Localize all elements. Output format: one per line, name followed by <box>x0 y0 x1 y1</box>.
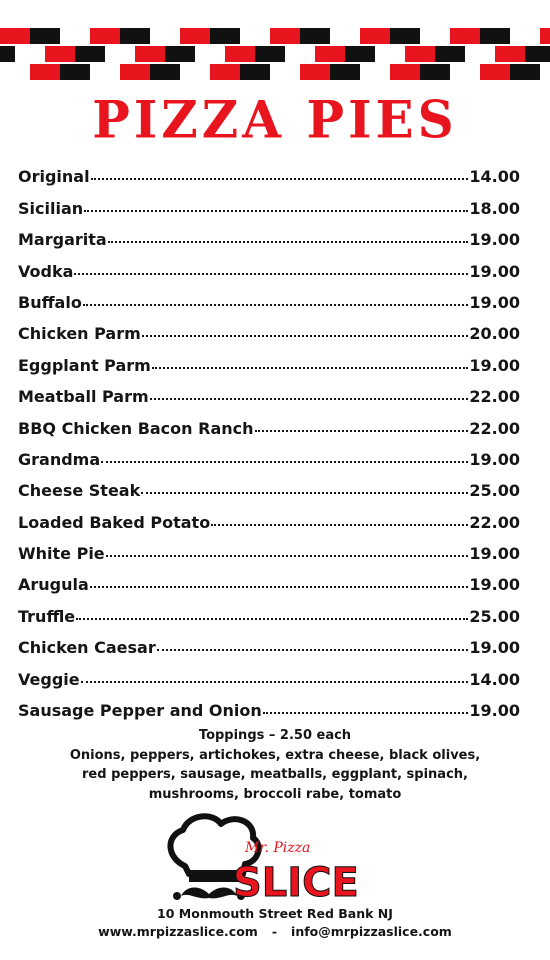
dot-leader <box>74 273 468 275</box>
menu-item-price: 22.00 <box>469 418 520 438</box>
menu-item-name: Margarita <box>18 230 107 250</box>
menu-item-name: Chicken Parm <box>18 324 141 344</box>
dot-leader <box>150 398 469 400</box>
menu-item-name: Sausage Pepper and Onion <box>18 701 262 721</box>
dot-leader <box>108 241 469 243</box>
menu-item-name: Loaded Baked Potato <box>18 512 211 532</box>
toppings-heading: Toppings – 2.50 each <box>198 728 352 743</box>
menu-item-price: 19.00 <box>469 575 520 595</box>
dot-leader <box>142 335 469 337</box>
menu-item-name: Truffle <box>18 606 76 626</box>
menu-item-price: 19.00 <box>469 292 520 312</box>
menu-item <box>18 500 520 531</box>
menu-item-price: 19.00 <box>469 544 520 564</box>
menu-item <box>18 594 520 625</box>
menu-item-price: 19.00 <box>469 230 520 250</box>
logo-word-text: SLICE <box>233 860 359 906</box>
menu-item-price: 25.00 <box>469 481 520 501</box>
menu-item <box>18 249 520 280</box>
menu-item <box>18 281 520 312</box>
dot-leader <box>211 524 468 526</box>
menu-item <box>18 186 520 217</box>
menu-item-name: White Pie <box>18 544 105 564</box>
menu-item-name: Arugula <box>18 575 89 595</box>
menu-item-name: Chicken Caesar <box>18 638 156 658</box>
menu-item-name: Veggie <box>18 669 80 689</box>
menu-item <box>18 657 520 688</box>
toppings-section <box>0 726 550 804</box>
dot-leader <box>101 461 468 463</box>
menu-item-name: Grandma <box>18 449 101 469</box>
menu-item-name: Cheese Steak <box>18 481 141 501</box>
menu-item <box>18 218 520 249</box>
footer-separator: - <box>271 924 278 939</box>
mr-pizza-slice-logo <box>163 808 363 908</box>
dot-leader <box>106 555 469 557</box>
menu-item <box>18 155 520 186</box>
dot-leader <box>84 210 468 212</box>
website-link[interactable]: www.mrpizzaslice.com <box>98 924 258 939</box>
menu-item-name: Buffalo <box>18 292 82 312</box>
menu-item-name: Eggplant Parm <box>18 355 151 375</box>
dot-leader <box>83 304 469 306</box>
menu-item-price: 25.00 <box>469 606 520 626</box>
toppings-line: mushrooms, broccoli rabe, tomato <box>148 786 402 802</box>
menu-item <box>18 532 520 563</box>
footer <box>0 905 550 941</box>
menu-item-price: 19.00 <box>469 261 520 281</box>
menu-item-name: Meatball Parm <box>18 387 149 407</box>
menu-item-price: 22.00 <box>469 387 520 407</box>
menu-item-name: Vodka <box>18 261 74 281</box>
menu-item <box>18 312 520 343</box>
menu-item-price: 20.00 <box>469 324 520 344</box>
toppings-line: Onions, peppers, artichokes, extra cheese, black olives, <box>69 747 481 763</box>
checkered-border <box>0 28 550 82</box>
menu-item-price: 19.00 <box>469 638 520 658</box>
toppings-line: red peppers, sausage, meatballs, eggplant, spinach, <box>82 767 468 782</box>
menu-item <box>18 469 520 500</box>
menu-item-price: 19.00 <box>469 701 520 721</box>
dot-leader <box>152 367 469 369</box>
menu-item <box>18 563 520 594</box>
menu-item-price: 19.00 <box>469 449 520 469</box>
menu-item-name: BBQ Chicken Bacon Ranch <box>18 418 254 438</box>
menu-item <box>18 343 520 374</box>
logo-script-text: Mr. Pizza <box>245 840 311 856</box>
dot-leader <box>255 430 469 432</box>
menu-item <box>18 689 520 720</box>
dot-leader <box>91 178 469 180</box>
page-title: PIZZA PIES <box>92 89 458 150</box>
menu-item <box>18 375 520 406</box>
menu-item-name: Original <box>18 167 90 187</box>
menu-item-name: Sicilian <box>18 198 84 218</box>
address: 10 Monmouth Street Red Bank NJ <box>157 906 393 921</box>
dot-leader <box>263 712 469 714</box>
pizza-menu-list <box>18 155 520 720</box>
menu-item-price: 14.00 <box>469 167 520 187</box>
menu-item <box>18 406 520 437</box>
menu-item-price: 19.00 <box>469 355 520 375</box>
dot-leader <box>90 586 469 588</box>
dot-leader <box>157 649 469 651</box>
email-link[interactable]: info@mrpizzaslice.com <box>291 924 452 939</box>
menu-item-price: 18.00 <box>469 198 520 218</box>
dot-leader <box>81 681 469 683</box>
menu-item <box>18 438 520 469</box>
dot-leader <box>141 492 468 494</box>
dot-leader <box>76 618 468 620</box>
menu-item-price: 22.00 <box>469 512 520 532</box>
menu-item <box>18 626 520 657</box>
menu-item-price: 14.00 <box>469 669 520 689</box>
